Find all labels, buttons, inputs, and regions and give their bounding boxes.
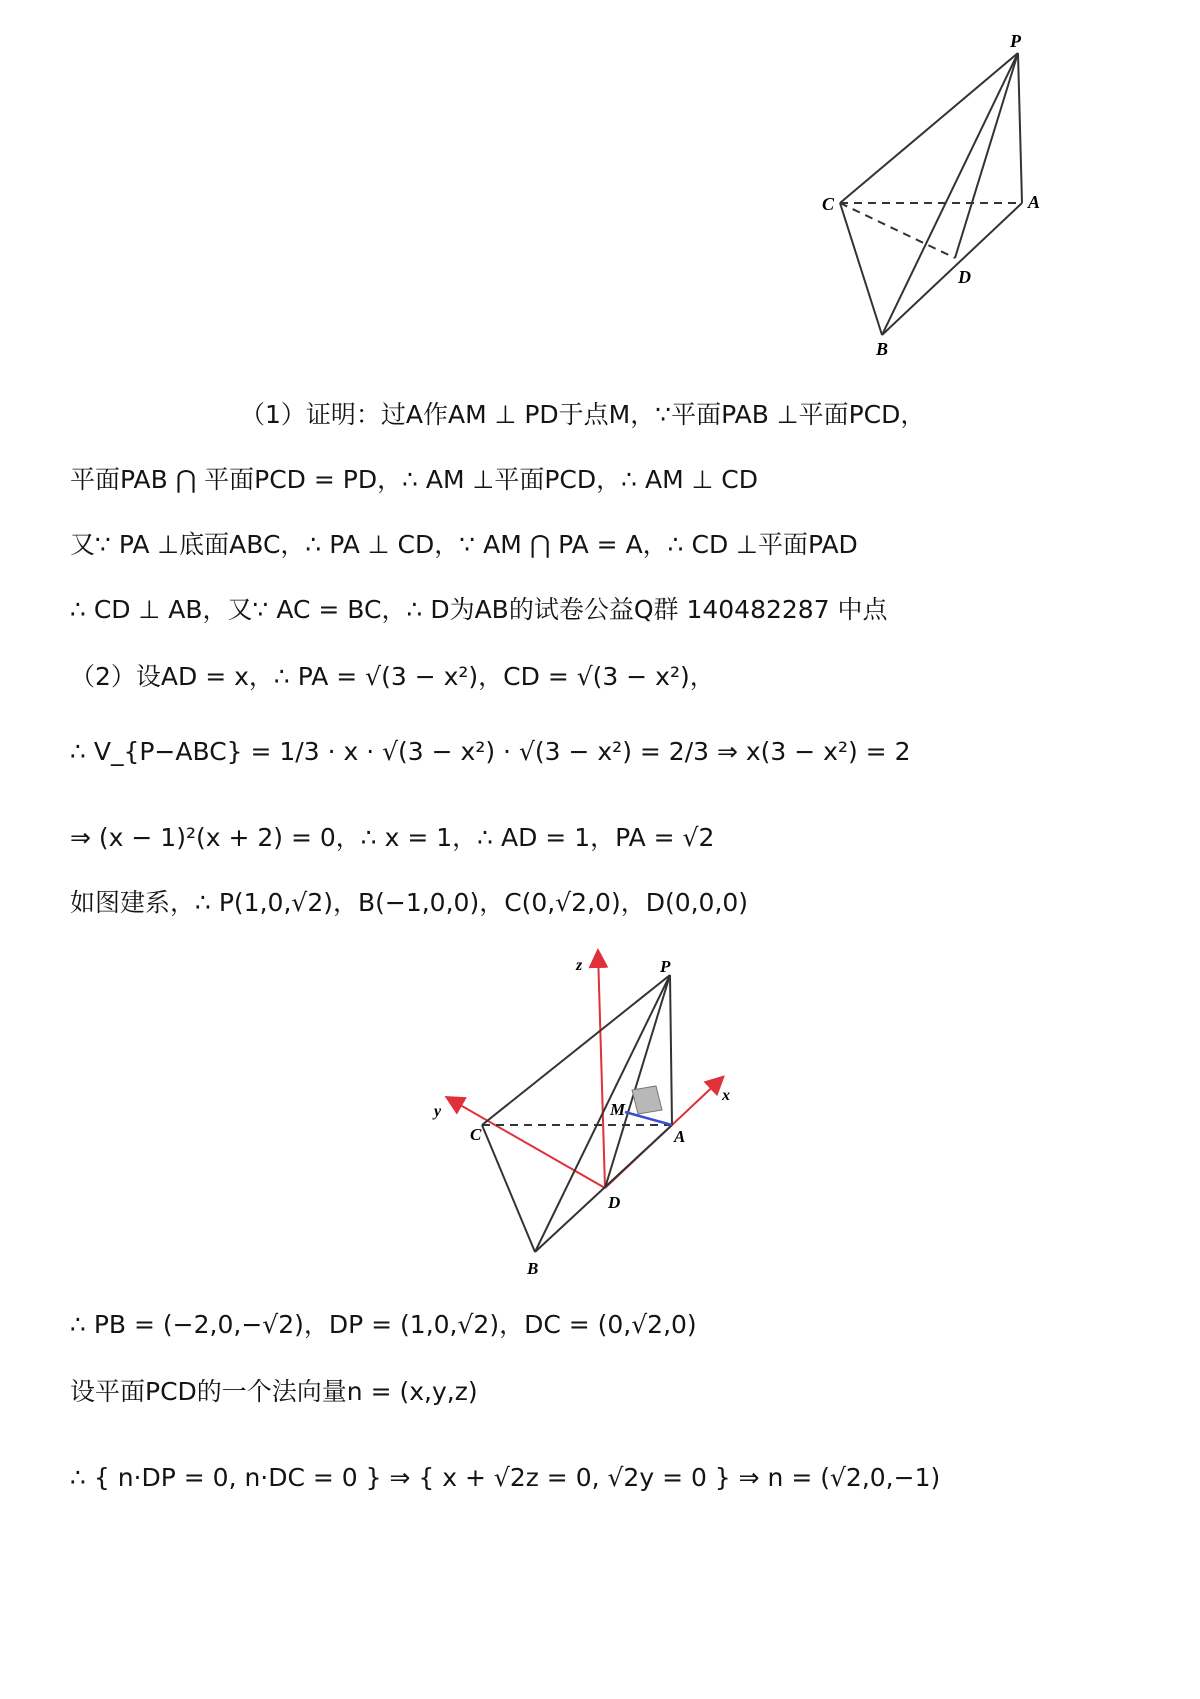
- solution-line-10: 设平面PCD的一个法向量n = (x,y,z): [70, 1377, 478, 1406]
- label-A2: A: [674, 1127, 686, 1146]
- pyramid-coordinate-figure: [420, 940, 760, 1285]
- label-D2: D: [608, 1193, 621, 1212]
- solution-line-8: 如图建系，∴ P(1,0,√2)，B(−1,0,0)，C(0,√2,0)，D(0,0,0): [70, 888, 749, 917]
- label-C: C: [822, 194, 835, 214]
- proof-line-1: （1）证明：过A作AM ⊥ PD于点M，∵平面PAB ⊥平面PCD，: [240, 400, 926, 429]
- proof-line-2: 平面PAB ⋂ 平面PCD = PD，∴ AM ⊥平面PCD，∴ AM ⊥ CD: [70, 465, 759, 494]
- solution-line-5: （2）设AD = x，∴ PA = √(3 − x²)，CD = √(3 − x²)，: [70, 662, 715, 691]
- proof-line-3: 又∵ PA ⊥底面ABC，∴ PA ⊥ CD，∵ AM ⋂ PA = A，∴ CD ⊥平面PAD: [70, 530, 858, 559]
- solution-line-6: ∴ V_{P−ABC} = 1/3 · x · √(3 − x²) · √(3 − x²) = 2/3 ⇒ x(3 − x²) = 2: [70, 737, 911, 766]
- label-P2: P: [660, 957, 671, 976]
- right-angle-marker: [632, 1086, 662, 1114]
- label-M: M: [610, 1100, 626, 1119]
- axis-label-x: x: [722, 1087, 730, 1104]
- pyramid-figure-1: [800, 25, 1060, 370]
- segment-AM: [625, 1112, 672, 1125]
- solution-line-7: ⇒ (x − 1)²(x + 2) = 0，∴ x = 1，∴ AD = 1，PA = √2: [70, 823, 715, 852]
- label-B: B: [876, 339, 889, 359]
- solution-line-9: ∴ PB = (−2,0,−√2)，DP = (1,0,√2)，DC = (0,√2,0): [70, 1310, 697, 1339]
- label-A: A: [1028, 192, 1041, 212]
- label-B2: B: [527, 1259, 539, 1278]
- z-axis: [598, 952, 605, 1188]
- label-C2: C: [470, 1125, 482, 1144]
- axis-label-y: y: [434, 1103, 442, 1120]
- label-D: D: [958, 267, 971, 287]
- axis-label-z: z: [576, 957, 583, 974]
- solution-line-11: ∴ { n·DP = 0, n·DC = 0 } ⇒ { x + √2z = 0, √2y = 0 } ⇒ n = (√2,0,−1): [70, 1463, 941, 1492]
- proof-line-4: ∴ CD ⊥ AB，又∵ AC = BC，∴ D为AB的试卷公益Q群 140482287 中点: [70, 595, 888, 624]
- label-P: P: [1010, 31, 1021, 51]
